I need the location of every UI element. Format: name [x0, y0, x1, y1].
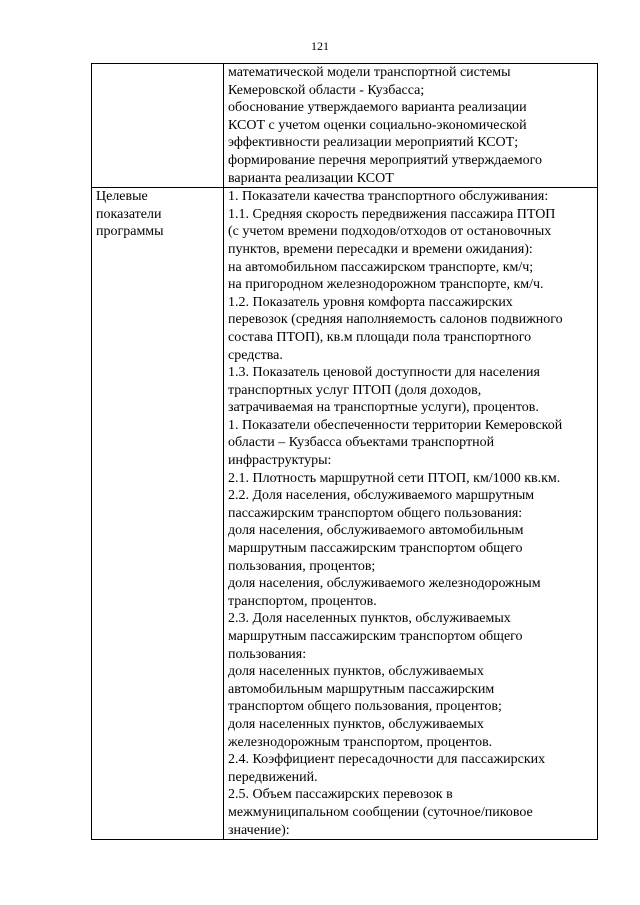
- content-line: железнодорожным транспортом, процентов.: [228, 734, 493, 750]
- content-line: транспортных услуг ПТОП (доля доходов,: [228, 382, 482, 398]
- program-passport-table: [91, 63, 598, 840]
- content-line: затрачиваемая на транспортные услуги), процентов.: [228, 400, 539, 416]
- row-content-cell: [224, 64, 598, 188]
- content-line: 2.1. Плотность маршрутной сети ПТОП, км/1000 кв.км.: [228, 470, 561, 486]
- content-line: эффективности реализации мероприятий КСОТ;: [228, 135, 519, 151]
- table-row: [92, 188, 598, 840]
- content-line: средства.: [228, 347, 283, 363]
- content-line: (с учетом времени подходов/отходов от остановочных: [228, 224, 552, 240]
- content-line: обоснование утверждаемого варианта реализации: [228, 100, 527, 116]
- table-row: [92, 64, 598, 188]
- content-line: транспортом, процентов.: [228, 593, 377, 609]
- content-line: пользования, процентов;: [228, 558, 376, 574]
- row-label-cell: [92, 64, 224, 188]
- content-line: формирование перечня мероприятий утверждаемого: [228, 152, 543, 168]
- content-line: 1.1. Средняя скорость передвижения пассажира ПТОП: [228, 206, 556, 222]
- content-line: КСОТ с учетом оценки социально-экономической: [228, 117, 527, 133]
- content-line: на автомобильном пассажирском транспорте, км/ч;: [228, 259, 534, 275]
- content-line: 2.3. Доля населенных пунктов, обслуживаемых: [228, 611, 511, 627]
- content-line: варианта реализации КСОТ: [228, 170, 394, 186]
- label-line: программы: [96, 224, 164, 240]
- content-line: состава ПТОП), кв.м площади пола транспортного: [228, 329, 532, 345]
- content-line: Кемеровской области - Кузбасса;: [228, 82, 425, 98]
- content-line: автомобильным маршрутным пассажирским: [228, 681, 495, 697]
- row-content-cell: [224, 188, 598, 840]
- content-line: 2.5. Объем пассажирских перевозок в: [228, 787, 453, 803]
- content-line: межмуниципальном сообщении (суточное/пиковое: [228, 804, 533, 820]
- content-line: маршрутным пассажирским транспортом общего: [228, 541, 523, 557]
- content-line: доля населенных пунктов, обслуживаемых: [228, 664, 484, 680]
- content-line: математической модели транспортной системы: [228, 65, 511, 80]
- content-line: на пригородном железнодорожном транспорте, км/ч.: [228, 277, 544, 293]
- content-line: доля населения, обслуживаемого железнодорожным: [228, 576, 541, 592]
- content-line: 1.2. Показатель уровня комфорта пассажирских: [228, 294, 513, 310]
- content-line: 2.4. Коэффициент пересадочности для пассажирских: [228, 752, 546, 768]
- content-line: области – Кузбасса объектами транспортной: [228, 435, 495, 451]
- content-line: маршрутным пассажирским транспортом общего: [228, 629, 523, 644]
- content-line: пунктов, времени пересадки и времени ожидания):: [228, 241, 533, 257]
- row-label-cell: [92, 188, 224, 840]
- page-number: 121: [311, 39, 329, 53]
- content-line: 2.2. Доля населения, обслуживаемого маршрутным: [228, 488, 535, 504]
- content-line: 1. Показатели обеспеченности территории Кемеровской: [228, 417, 563, 433]
- content-line: 1.3. Показатель ценовой доступности для населения: [228, 365, 540, 381]
- content-line: транспортом общего пользования, процентов;: [228, 699, 502, 715]
- label-line: Целевые: [96, 189, 148, 205]
- content-line: перевозок (средняя наполняемость салонов подвижного: [228, 312, 563, 328]
- content-line: пользования:: [228, 646, 307, 662]
- content-line: инфраструктуры:: [228, 453, 332, 469]
- content-line: доля населенных пунктов, обслуживаемых: [228, 716, 484, 732]
- label-line: показатели: [96, 206, 162, 222]
- content-line: значение):: [228, 822, 290, 838]
- content-line: пассажирским транспортом общего пользования:: [228, 505, 523, 521]
- content-line: передвижений.: [228, 769, 318, 785]
- content-line: 1. Показатели качества транспортного обслуживания:: [228, 189, 549, 205]
- content-line: доля населения, обслуживаемого автомобильным: [228, 523, 524, 539]
